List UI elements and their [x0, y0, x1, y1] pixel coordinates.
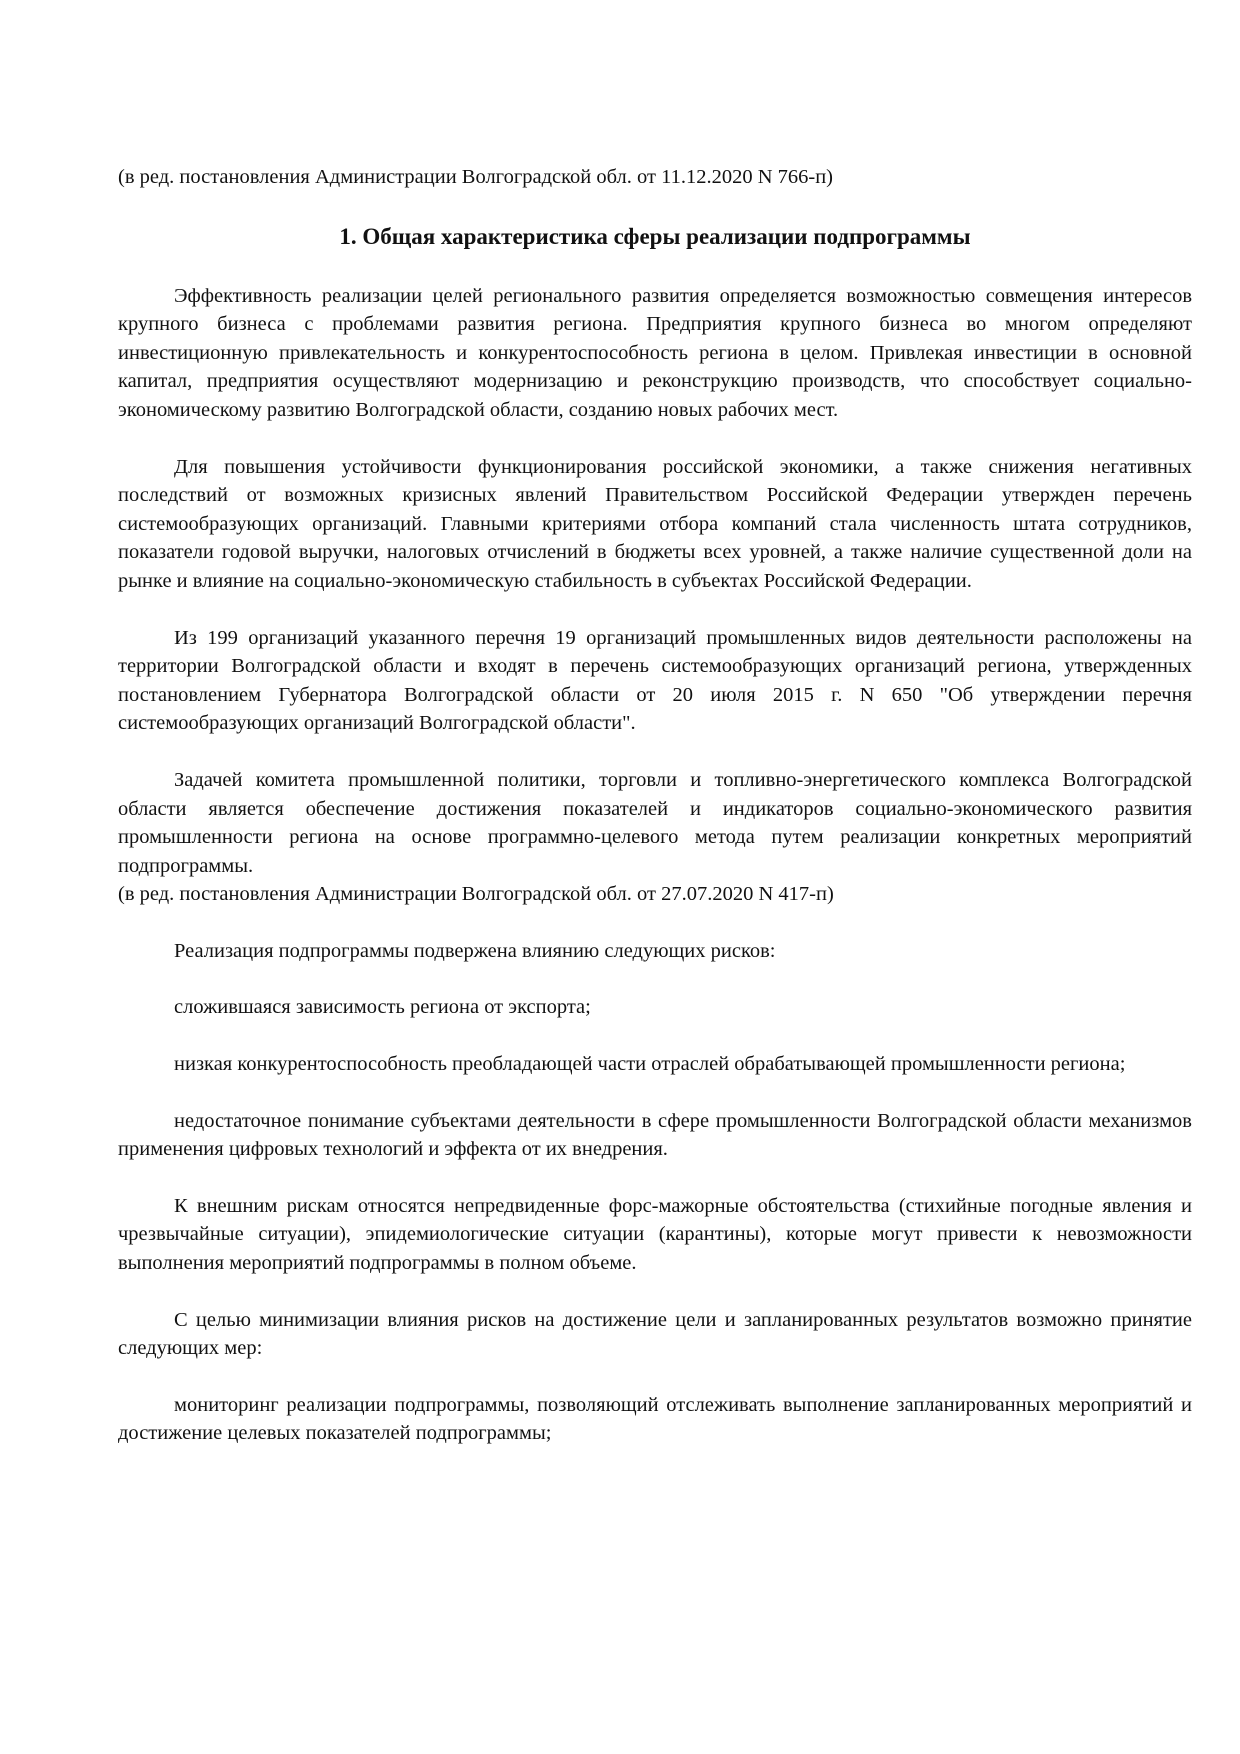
paragraph: К внешним рискам относятся непредвиденные форс-мажорные обстоятельства (стихийные погодные явления и чрезвычайные ситуации), эпидемиологические ситуации (карантины), которые могут привести к невозможности выполнения мероприятий подпрограммы в полном объеме. [118, 1194, 1192, 1275]
paragraph: Эффективность реализации целей регионального развития определяется возможностью совмещения интересов крупного бизнеса с проблемами развития региона. Предприятия крупного бизнеса во многом определяют инвестиционную привлекательность и конкурентоспособность региона в целом. Привлекая инвестиции в основной капитал, предприятия осуществляют модернизацию и реконструкцию производств, что способствует социально-экономическому развитию Волгоградской области, созданию новых рабочих мест. [118, 284, 1192, 421]
paragraph: недостаточное понимание субъектами деятельности в сфере промышленности Волгоградской области механизмов применения цифровых технологий и эффекта от их внедрения. [118, 1109, 1192, 1161]
paragraph: низкая конкурентоспособность преобладающей части отраслей обрабатывающей промышленности региона; [174, 1053, 1126, 1076]
paragraph: Задачей комитета промышленной политики, торговли и топливно-энергетического комплекса Волгоградской области является обеспечение достижения показателей и индикаторов социально-экономического развития промышленности региона на основе программно-целевого метода путем реализации конкретных мероприятий подпрограммы. [118, 768, 1192, 877]
document-page [118, 163, 1192, 1476]
section-heading: 1. Общая характеристика сферы реализации подпрограммы [339, 223, 971, 249]
edit-note: (в ред. постановления Администрации Волгоградской обл. от 11.12.2020 N 766-п) [118, 166, 834, 188]
edit-note: (в ред. постановления Администрации Волгоградской обл. от 27.07.2020 N 417-п) [118, 883, 834, 906]
paragraph: мониторинг реализации подпрограммы, позволяющий отслеживать выполнение запланированных мероприятий и достижение целевых показателей подпрограммы; [118, 1393, 1192, 1445]
paragraph: Реализация подпрограммы подвержена влиянию следующих рисков: [174, 939, 776, 962]
paragraph: сложившаяся зависимость региона от экспорта; [174, 996, 591, 1019]
paragraph: Из 199 организаций указанного перечня 19 организаций промышленных видов деятельности расположены на территории Волгоградской области и входят в перечень системообразующих организаций региона, утвержденных постановлением Губернатора Волгоградской области от 20 июля 2015 г. N 650 "Об утверждении перечня системообразующих организаций Волгоградской области". [118, 626, 1192, 735]
paragraph: Для повышения устойчивости функционирования российской экономики, а также снижения негативных последствий от возможных кризисных явлений Правительством Российской Федерации утвержден перечень системообразующих организаций. Главными критериями отбора компаний стала численность штата сотрудников, показатели годовой выручки, налоговых отчислений в бюджеты всех уровней, а также наличие существенной доли на рынке и влияние на социально-экономическую стабильность в субъектах Российской Федерации. [118, 455, 1192, 592]
paragraph: С целью минимизации влияния рисков на достижение цели и запланированных результатов возможно принятие следующих мер: [118, 1308, 1192, 1360]
